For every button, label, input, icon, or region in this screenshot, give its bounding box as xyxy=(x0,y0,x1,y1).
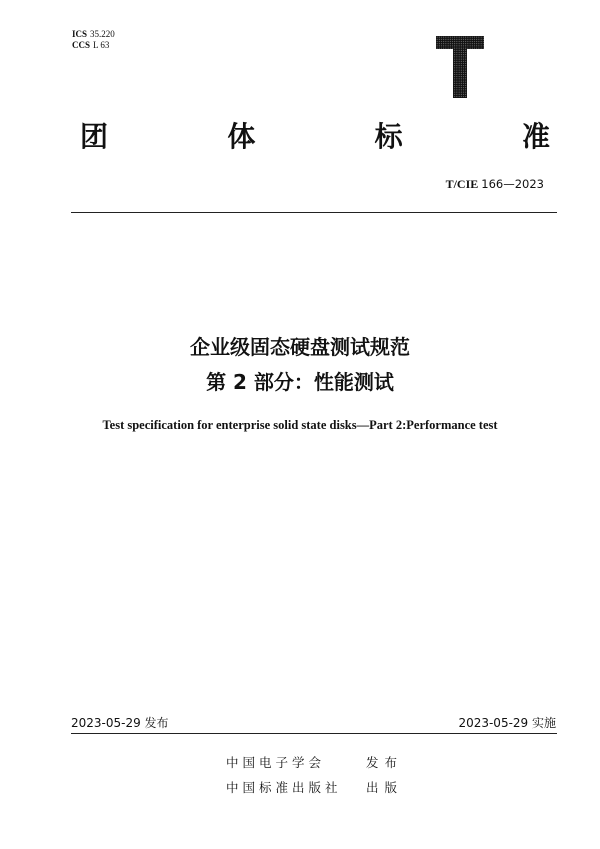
org-title-char: 标 xyxy=(374,120,403,153)
ics-code xyxy=(72,29,115,40)
publishers xyxy=(226,750,403,800)
org-title-char: 准 xyxy=(521,120,550,153)
standard-t-logo-icon xyxy=(436,36,484,98)
org-title-char: 团 xyxy=(80,120,109,153)
ccs-code xyxy=(72,40,115,51)
footer-rule xyxy=(71,733,557,734)
org-title xyxy=(80,115,550,155)
publisher-name: 中国标准出版社 xyxy=(226,780,342,795)
ccs-value: L 63 xyxy=(93,40,110,50)
standard-num: 166—2023 xyxy=(481,177,544,191)
english-title: Test specification for enterprise solid state disks—Part 2:Performance test xyxy=(102,418,498,432)
publisher-row xyxy=(226,750,403,775)
implement-date: 2023-05-29 实施 xyxy=(458,716,556,730)
publisher-role: 出版 xyxy=(366,780,404,795)
title-line-1: 企业级固态硬盘测试规范 xyxy=(190,335,410,359)
issue-date: 2023-05-29 发布 xyxy=(71,716,169,730)
standard-prefix: T/CIE xyxy=(445,177,479,191)
classification-codes xyxy=(72,29,115,51)
header-rule xyxy=(71,212,557,213)
ics-value: 35.220 xyxy=(90,29,115,39)
publisher-role: 发布 xyxy=(366,755,404,770)
standard-number xyxy=(446,177,544,192)
publisher-name: 中国电子学会 xyxy=(226,755,326,770)
org-title-char: 体 xyxy=(227,120,256,153)
publisher-row xyxy=(226,775,403,800)
title-line-2: 第 2 部分：性能测试 xyxy=(206,370,394,394)
ccs-label: CCS xyxy=(72,40,91,50)
ics-label: ICS xyxy=(72,29,88,39)
